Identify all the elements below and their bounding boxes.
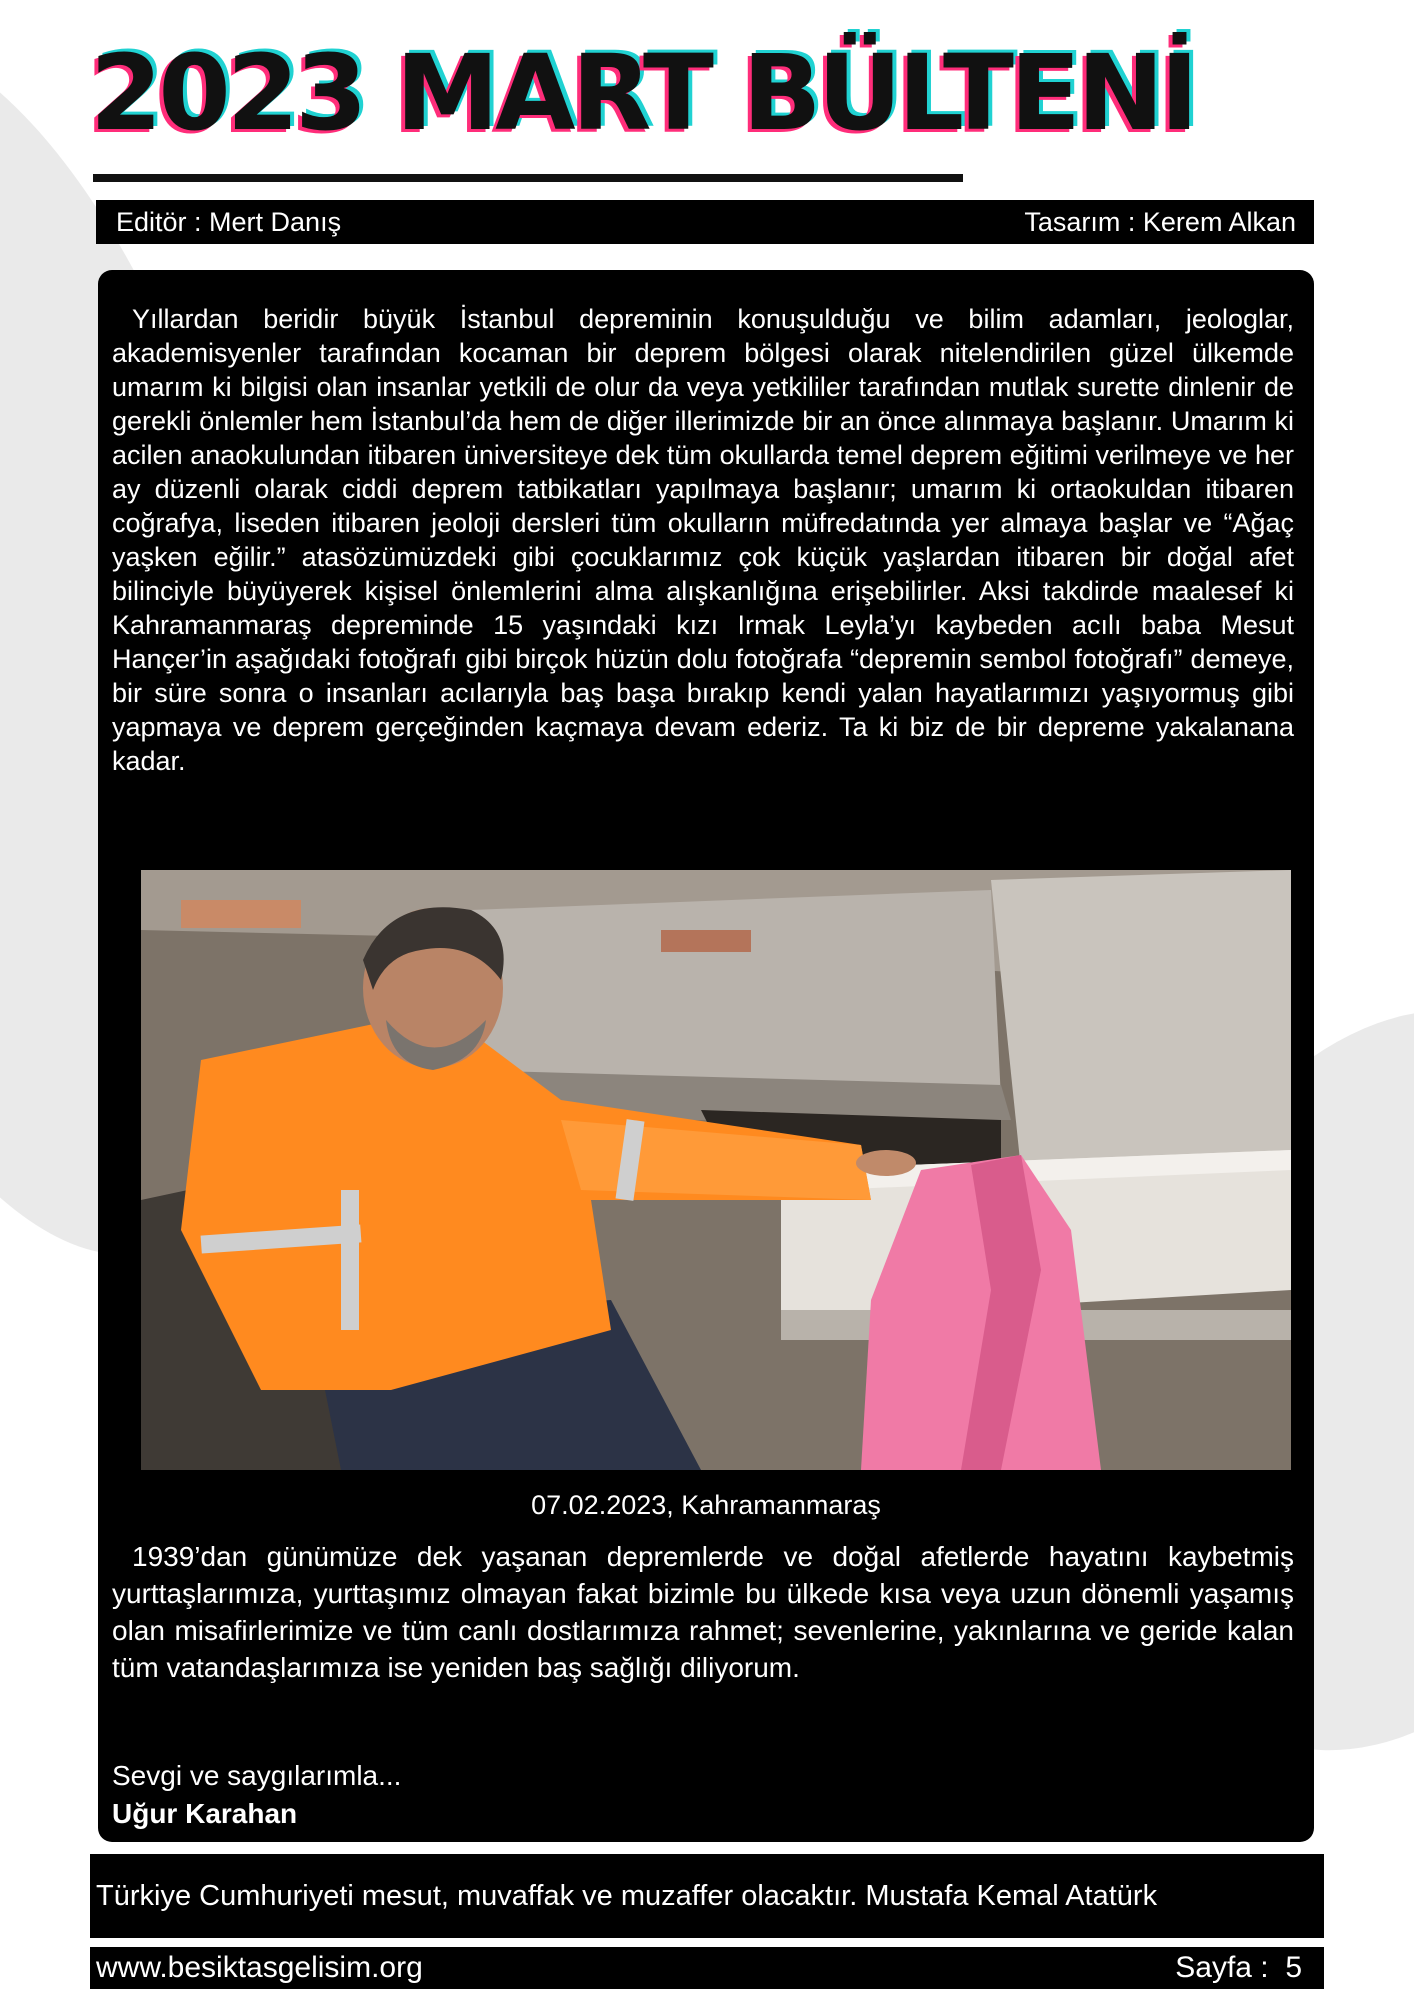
title-divider bbox=[93, 174, 963, 182]
page-number: 5 bbox=[1285, 1951, 1302, 1984]
design-credit: Tasarım : Kerem Alkan bbox=[1024, 207, 1296, 237]
closing-line: Sevgi ve saygılarımla... bbox=[112, 1760, 402, 1791]
photo-caption: 07.02.2023, Kahramanmaraş bbox=[531, 1490, 881, 1520]
ataturk-quote-bar bbox=[90, 1854, 1324, 1938]
earthquake-photo-illustration bbox=[141, 870, 1291, 1470]
earthquake-photo bbox=[141, 870, 1291, 1470]
website-link[interactable]: www.besiktasgelisim.org bbox=[96, 1951, 423, 1984]
article-panel bbox=[98, 270, 1314, 1842]
newsletter-title: 2023 MART BÜLTENİ bbox=[90, 32, 1195, 154]
author-signature: Uğur Karahan bbox=[112, 1798, 298, 1829]
page-label: Sayfa : bbox=[1175, 1951, 1269, 1984]
credits-bar bbox=[96, 200, 1314, 244]
editor-credit: Editör : Mert Danış bbox=[116, 207, 342, 237]
footer-bar bbox=[90, 1947, 1324, 1989]
ataturk-quote: Türkiye Cumhuriyeti mesut, muvaffak ve muzaffer olacaktır. Mustafa Kemal Atatürk bbox=[96, 1880, 1158, 1912]
article-paragraph-condolence: 1939’dan günümüze dek yaşanan depremlerde ve doğal afetlerde hayatını kaybetmiş yurttaşlarımıza, yurttaşımız olmayan fakat bizimle bu ülkede kısa veya uzun dönemli yaşamış olan misafirlerimize ve tüm canlı dostlarımıza rahmet; sevenlerine, yakınlarına ve geride kalan tüm vatandaşlarımıza ise yeniden baş sağlığı diliyorum. bbox=[112, 1541, 1294, 1683]
page-indicator bbox=[1175, 1947, 1302, 1989]
article-paragraph-intro: Yıllardan beridir büyük İstanbul depreminin konuşulduğu ve bilim adamları, jeologlar, akademisyenler tarafından kocaman bir deprem bölgesi olarak nitelendirilen güzel ülkemde umarım ki bilgisi olan insanlar yetkili de olur da veya yetkililer tarafından mutlak surette dinlenir de gerekli önlemler hem İstanbul’da hem de diğer illerimizde bir an önce alınmaya başlanır. Umarım ki acilen anaokulundan itibaren üniversiteye dek tüm okullarda temel deprem eğitimi verilmeye ve her ay düzenli olarak ciddi deprem tatbikatları yapılmaya başlanır; umarım ki ortaokuldan itibaren coğrafya, liseden itibaren jeoloji dersleri tüm okulların müfredatında yer almaya başlar ve “Ağaç yaşken eğilir.” atasözümüzdeki gibi çocuklarımız çok küçük yaşlardan itibaren bir doğal afet bilinciyle büyüyerek kişisel önlemlerini alma alışkanlığına erişebilirler. Aksi takdirde maalesef ki Kahramanmaraş depreminde 15 yaşındaki kızı Irmak Leyla’yı kaybeden acılı baba Mesut Hançer’in aşağıdaki fotoğrafı gibi birçok hüzün dolu fotoğrafa “depremin sembol fotoğrafı” demeye, bir süre sonra o insanları acılarıyla baş başa bırakıp kendi yalan hayatlarımızı yaşıyormuş gibi yapmaya ve deprem gerçeğinden kaçmaya devam ederiz. Ta ki biz de bir depreme yakalanana kadar. bbox=[112, 304, 1294, 776]
